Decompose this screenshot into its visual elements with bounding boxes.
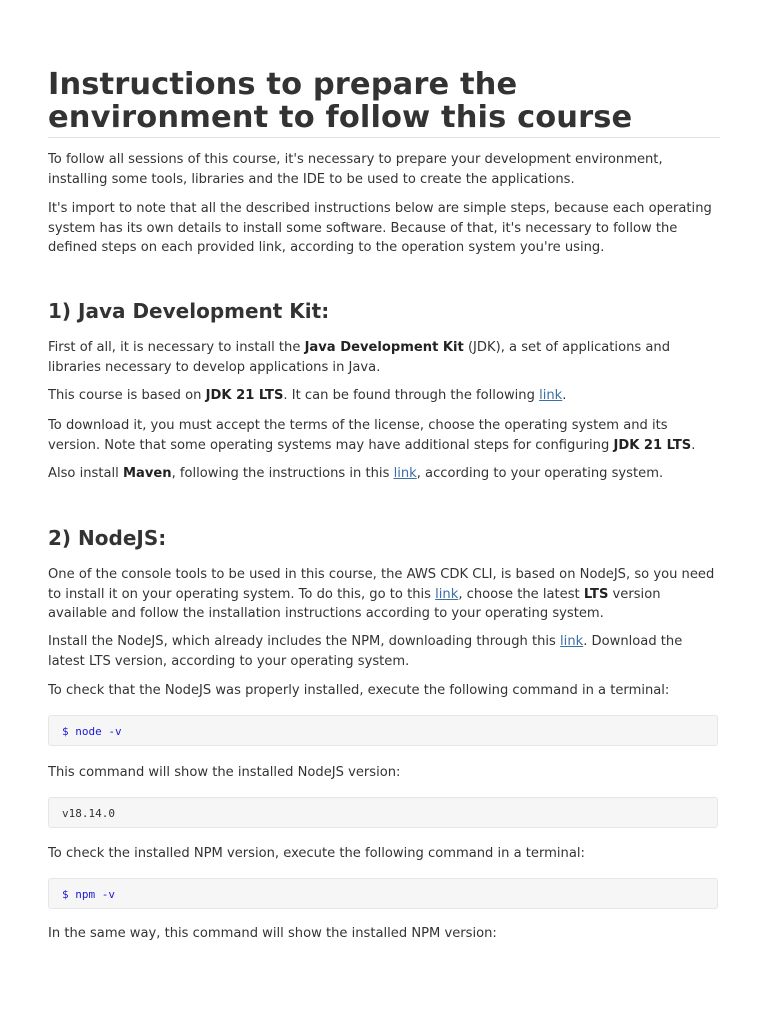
maven-link[interactable]: link — [393, 466, 417, 481]
text: version available and follow the installation instructions according to your operating system. — [48, 586, 661, 621]
page-title: Instructions to prepare the environment to follow this course — [48, 67, 633, 135]
text: , choose the latest — [458, 586, 584, 602]
jdk-bold: Java Development Kit — [304, 340, 464, 355]
jdk-download-link[interactable]: link — [539, 388, 563, 403]
maven-bold: Maven — [122, 466, 172, 481]
text: , following the instructions in this — [171, 466, 394, 481]
lts-bold: LTS — [583, 586, 609, 602]
text: , according to your operating system. — [416, 466, 664, 481]
text: . It can be found through the following — [283, 388, 540, 403]
nodejs-paragraph-4: This command will show the installed NodeJS version: — [48, 765, 401, 780]
text: . — [691, 437, 696, 453]
npm-version-command: $ npm -v — [62, 888, 115, 901]
text: (JDK), a set of applications and libraries necessary to develop applications in Java. — [48, 340, 671, 375]
nodejs-link[interactable]: link — [435, 586, 459, 602]
nodejs-paragraph-6: In the same way, this command will show the installed NPM version: — [48, 926, 497, 941]
jdk-paragraph-1 — [48, 338, 720, 377]
maven-paragraph — [48, 464, 720, 484]
jdk-paragraph-3 — [48, 416, 720, 455]
code-block-node-version — [48, 715, 718, 746]
nodejs-paragraph-2 — [48, 632, 720, 671]
node-version-output: v18.14.0 — [62, 807, 115, 820]
nodejs-paragraph-3: To check that the NodeJS was properly installed, execute the following command in a terminal: — [48, 683, 670, 698]
nodejs-paragraph-5: To check the installed NPM version, execute the following command in a terminal: — [48, 846, 585, 861]
jdk-version-bold: JDK 21 LTS — [613, 437, 692, 453]
text: Install the NodeJS, which already includes the NPM, downloading through this — [48, 634, 561, 649]
section-heading-nodejs: 2) NodeJS: — [48, 526, 167, 550]
text: To download it, you must accept the terms of the license, choose the operating system and its version. Note that some operating systems may have additional steps for configuring — [48, 418, 668, 453]
title-divider — [48, 137, 720, 138]
intro-paragraph-2: It's import to note that all the described instructions below are simple steps, because each operating system has its own details to install some software. Because of that, it's necessary to follow the defined steps on each provided link, according to the operation system you're using. — [48, 201, 712, 255]
nodejs-download-link[interactable]: link — [560, 634, 584, 649]
text: . — [562, 388, 567, 403]
text: Also install — [48, 466, 123, 481]
text: First of all, it is necessary to install the — [48, 340, 305, 355]
text: This course is based on — [48, 388, 206, 403]
text: . Download the latest LTS version, according to your operating system. — [48, 634, 683, 669]
code-block-node-output — [48, 797, 718, 828]
nodejs-paragraph-1 — [48, 565, 720, 624]
code-block-npm-version — [48, 878, 718, 909]
intro-paragraph-1: To follow all sessions of this course, it's necessary to prepare your development environment, installing some tools, libraries and the IDE to be used to create the applications. — [48, 152, 663, 187]
section-heading-jdk: 1) Java Development Kit: — [48, 299, 330, 323]
node-version-command: $ node -v — [62, 725, 122, 738]
jdk-paragraph-2 — [48, 386, 720, 406]
jdk-version-bold: JDK 21 LTS — [205, 388, 284, 403]
text: One of the console tools to be used in this course, the AWS CDK CLI, is based on NodeJS, so you need to install it on your operating system. To do this, go to this — [48, 567, 715, 602]
